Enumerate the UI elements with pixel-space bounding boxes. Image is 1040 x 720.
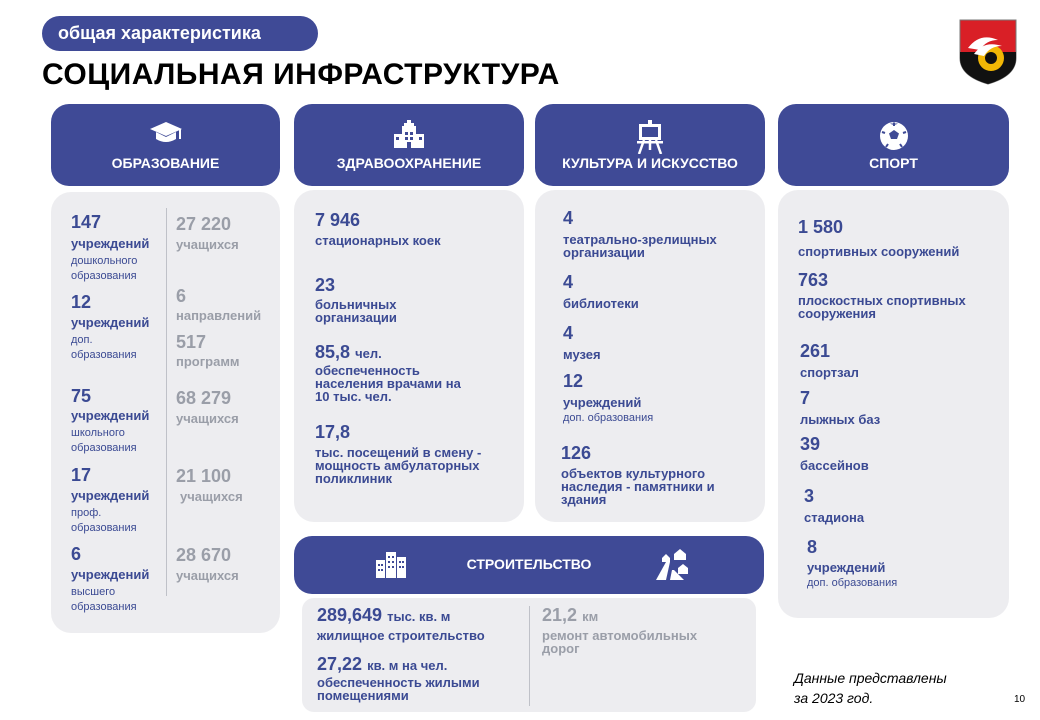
stat-label: лыжных баз <box>800 412 881 427</box>
stat-number-muted: 68 279 <box>176 388 232 408</box>
stat-unit: тыс. кв. м <box>387 609 451 624</box>
data-note <box>794 668 947 708</box>
stat-unit: кв. м на чел. <box>367 658 448 673</box>
stat-label: обеспеченность населения врачами на 10 тыс. чел. <box>315 363 461 404</box>
health-card <box>294 190 524 522</box>
stat-label: учреждений <box>563 395 642 410</box>
stat-number: 23 <box>315 275 336 295</box>
stat-label-muted: учащихся <box>176 568 239 583</box>
stat-number: 1 580 <box>798 217 844 237</box>
stat-number-muted: 21 100 <box>176 466 232 486</box>
stat-number: 261 <box>800 341 831 361</box>
stat-number: 763 <box>798 270 829 290</box>
stat-label: жилищное строительство <box>317 628 485 643</box>
sport-header <box>778 104 1009 186</box>
stat-number: 7 <box>800 388 811 408</box>
page-number: 10 <box>1014 694 1026 705</box>
health-title: ЗДРАВООХРАНЕНИЕ <box>336 155 482 171</box>
stat-number: 7 946 <box>315 210 361 230</box>
stat-label: учреждений <box>71 408 150 423</box>
education-title: ОБРАЗОВАНИЕ <box>111 155 220 171</box>
section-tag: общая характеристика <box>42 16 318 51</box>
stat-sublabel: школьного образования <box>71 427 137 454</box>
stat-value: 85,8 <box>315 342 351 362</box>
stat-number <box>317 605 450 626</box>
road-houses-icon <box>654 548 690 580</box>
stat-number-muted: 28 670 <box>176 545 232 565</box>
stat-label: объектов культурного наследия - памятники и здания <box>561 466 715 507</box>
culture-title: КУЛЬТУРА И ИСКУССТВО <box>562 155 738 171</box>
culture-header <box>535 104 765 186</box>
column-divider <box>166 208 167 596</box>
stat-number: 17 <box>71 465 92 485</box>
stat-number: 4 <box>563 323 574 343</box>
stat-label: учреждений <box>71 567 150 582</box>
stat-unit: чел. <box>355 346 382 361</box>
stat-label: стационарных коек <box>315 233 441 248</box>
stat-number: 4 <box>563 208 574 228</box>
hospital-icon <box>392 120 426 150</box>
education-header <box>51 104 280 186</box>
stat-label-muted: программ <box>176 354 240 369</box>
stat-number: 4 <box>563 272 574 292</box>
stat-number <box>317 654 447 675</box>
stat-number-muted: 517 <box>176 332 207 352</box>
stat-unit: км <box>582 609 599 624</box>
stat-label: учреждений <box>71 236 150 251</box>
stat-label: стадиона <box>804 510 865 525</box>
stat-number: 17,8 <box>315 422 351 442</box>
page-title: СОЦИАЛЬНАЯ ИНФРАСТРУКТУРА <box>42 58 560 91</box>
stat-number: 12 <box>71 292 92 312</box>
stat-sublabel: доп. образования <box>563 412 654 424</box>
stat-label: больничных организации <box>315 297 397 325</box>
stat-sublabel: доп. образования <box>71 334 137 361</box>
stat-label-muted: учащихся <box>176 237 239 252</box>
stat-label: спортивных сооружений <box>798 244 960 259</box>
stat-number: 6 <box>71 544 82 564</box>
stat-label: театрально-зрелищных организации <box>563 232 717 260</box>
soccer-ball-icon <box>878 120 910 152</box>
column-divider <box>529 606 530 706</box>
stat-number: 8 <box>807 537 818 557</box>
stat-label: музея <box>563 347 601 362</box>
stat-number-muted: 27 220 <box>176 214 232 234</box>
stat-label-muted: направлений <box>176 308 262 323</box>
construction-title: СТРОИТЕЛЬСТВО <box>466 556 592 572</box>
stat-sublabel: высшего образования <box>71 586 137 613</box>
stat-number: 39 <box>800 434 821 454</box>
stat-value: 27,22 <box>317 654 363 674</box>
stat-label: бассейнов <box>800 458 869 473</box>
stat-sublabel: доп. образования <box>807 577 898 589</box>
stat-value: 21,2 <box>542 605 578 625</box>
stat-label-muted: учащихся <box>176 411 239 426</box>
stat-label: учреждений <box>71 315 150 330</box>
stat-label: плоскостных спортивных сооружения <box>798 293 966 321</box>
city-emblem-icon <box>958 18 1018 86</box>
stat-sublabel: проф. образования <box>71 507 137 534</box>
stat-number: 126 <box>561 443 592 463</box>
stat-number: 75 <box>71 386 92 406</box>
stat-label: учреждений <box>807 560 886 575</box>
stat-number-muted <box>542 605 598 626</box>
graduation-cap-icon <box>148 120 184 146</box>
stat-label: тыс. посещений в смену - мощность амбулаторных поликлиник <box>315 445 482 486</box>
stat-number: 147 <box>71 212 102 232</box>
stat-label: библиотеки <box>563 296 639 311</box>
easel-icon <box>636 120 664 154</box>
culture-card <box>535 190 765 522</box>
education-card <box>51 192 280 633</box>
stat-number: 3 <box>804 486 815 506</box>
stat-number <box>315 342 382 363</box>
stat-label: обеспеченность жилыми помещениями <box>317 675 480 703</box>
stat-sublabel: дошкольного образования <box>71 255 138 282</box>
stat-label: спортзал <box>800 365 859 380</box>
construction-header <box>294 536 764 594</box>
stat-label: учреждений <box>71 488 150 503</box>
sport-title: СПОРТ <box>869 155 918 171</box>
stat-label-muted: ремонт автомобильных дорог <box>542 628 698 656</box>
data-note-line: Данные представлены <box>794 670 947 686</box>
stat-number: 12 <box>563 371 584 391</box>
stat-label-muted: учащихся <box>180 489 243 504</box>
sport-card <box>778 190 1009 618</box>
construction-card <box>302 598 756 712</box>
data-note-line: за 2023 год. <box>794 690 874 706</box>
stat-value: 289,649 <box>317 605 383 625</box>
stat-number-muted: 6 <box>176 286 187 306</box>
health-header <box>294 104 524 186</box>
